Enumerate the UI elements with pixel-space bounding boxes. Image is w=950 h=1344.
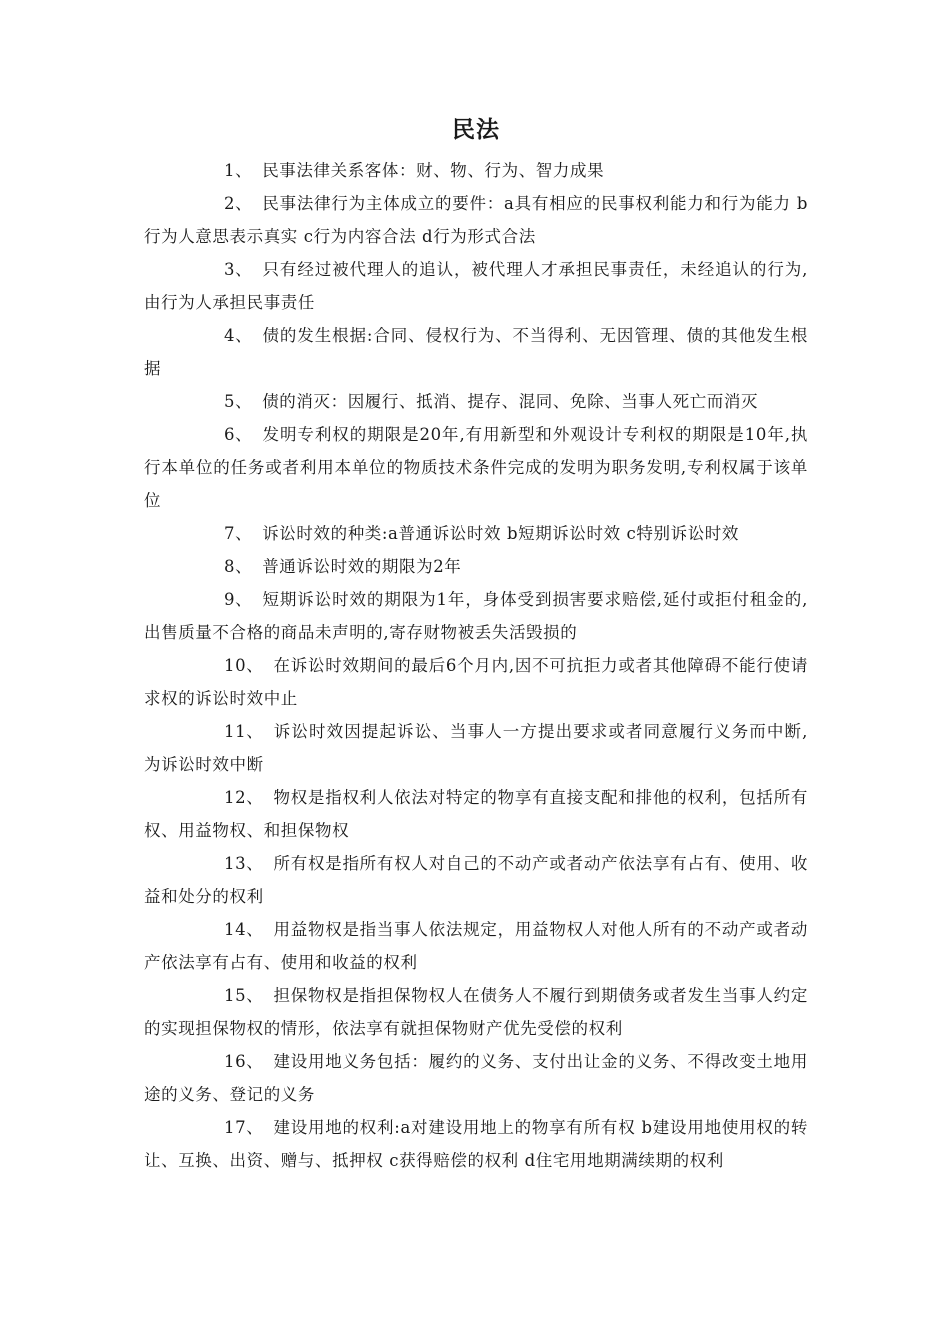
list-item [144, 847, 808, 913]
list-item [144, 649, 808, 715]
item-text: 诉讼时效的种类:a普通诉讼时效 b短期诉讼时效 c特别诉讼时效 [262, 524, 739, 543]
item-number: 4、 [224, 326, 253, 345]
list-item [144, 319, 808, 385]
list-item [144, 385, 808, 418]
item-text: 在诉讼时效期间的最后6个月内,因不可抗拒力或者其他障碍不能行使请求权的诉讼时效中止 [144, 656, 808, 708]
item-number: 14、 [224, 920, 264, 939]
item-text: 普通诉讼时效的期限为2年 [262, 557, 462, 576]
list-item [144, 583, 808, 649]
item-number: 17、 [224, 1118, 264, 1137]
item-text: 用益物权是指当事人依法规定，用益物权人对他人所有的不动产或者动产依法享有占有、使用和收益的权利 [144, 920, 808, 972]
item-number: 6、 [224, 425, 253, 444]
item-text: 建设用地义务包括：履约的义务、支付出让金的义务、不得改变土地用途的义务、登记的义务 [144, 1052, 808, 1104]
list-item [144, 187, 808, 253]
item-text: 债的发生根据:合同、侵权行为、不当得利、无因管理、债的其他发生根据 [144, 326, 808, 378]
item-number: 9、 [224, 590, 253, 609]
list-item [144, 715, 808, 781]
item-number: 12、 [224, 788, 264, 807]
list-item [144, 979, 808, 1045]
item-text: 诉讼时效因提起诉讼、当事人一方提出要求或者同意履行义务而中断,为诉讼时效中断 [144, 722, 808, 774]
item-number: 11、 [224, 722, 264, 741]
item-text: 发明专利权的期限是20年,有用新型和外观设计专利权的期限是10年,执行本单位的任务或者利用本单位的物质技术条件完成的发明为职务发明,专利权属于该单位 [144, 425, 808, 510]
item-number: 1、 [224, 161, 253, 180]
item-number: 7、 [224, 524, 253, 543]
item-number: 13、 [224, 854, 264, 873]
list-item [144, 253, 808, 319]
list-item [144, 781, 808, 847]
document-page [144, 112, 808, 1177]
item-number: 5、 [224, 392, 253, 411]
item-text: 担保物权是指担保物权人在债务人不履行到期债务或者发生当事人约定的实现担保物权的情形，依法享有就担保物财产优先受偿的权利 [144, 986, 808, 1038]
list-item [144, 1111, 808, 1177]
list-item [144, 1045, 808, 1111]
item-text: 所有权是指所有权人对自己的不动产或者动产依法享有占有、使用、收益和处分的权利 [144, 854, 808, 906]
item-number: 8、 [224, 557, 253, 576]
list-item [144, 154, 808, 187]
item-number: 2、 [224, 194, 253, 213]
list-item [144, 418, 808, 517]
item-text: 只有经过被代理人的追认，被代理人才承担民事责任，未经追认的行为,由行为人承担民事责任 [144, 260, 808, 312]
item-number: 3、 [224, 260, 253, 279]
page-title: 民法 [452, 117, 500, 143]
item-number: 10、 [224, 656, 264, 675]
item-text: 民事法律行为主体成立的要件：a具有相应的民事权利能力和行为能力 b行为人意思表示真实 c行为内容合法 d行为形式合法 [144, 194, 808, 246]
list-item [144, 913, 808, 979]
item-text: 民事法律关系客体：财、物、行为、智力成果 [262, 161, 605, 180]
item-text: 债的消灭：因履行、抵消、提存、混同、免除、当事人死亡而消灭 [262, 392, 759, 411]
item-text: 短期诉讼时效的期限为1年，身体受到损害要求赔偿,延付或拒付租金的,出售质量不合格的商品未声明的,寄存财物被丢失活毁损的 [144, 590, 808, 642]
item-text: 建设用地的权利:a对建设用地上的物享有所有权 b建设用地使用权的转让、互换、出资、赠与、抵押权 c获得赔偿的权利 d住宅用地期满续期的权利 [144, 1118, 808, 1170]
item-text: 物权是指权利人依法对特定的物享有直接支配和排他的权利，包括所有权、用益物权、和担保物权 [144, 788, 808, 840]
item-number: 16、 [224, 1052, 264, 1071]
list-item [144, 517, 808, 550]
item-number: 15、 [224, 986, 264, 1005]
list-item [144, 550, 808, 583]
